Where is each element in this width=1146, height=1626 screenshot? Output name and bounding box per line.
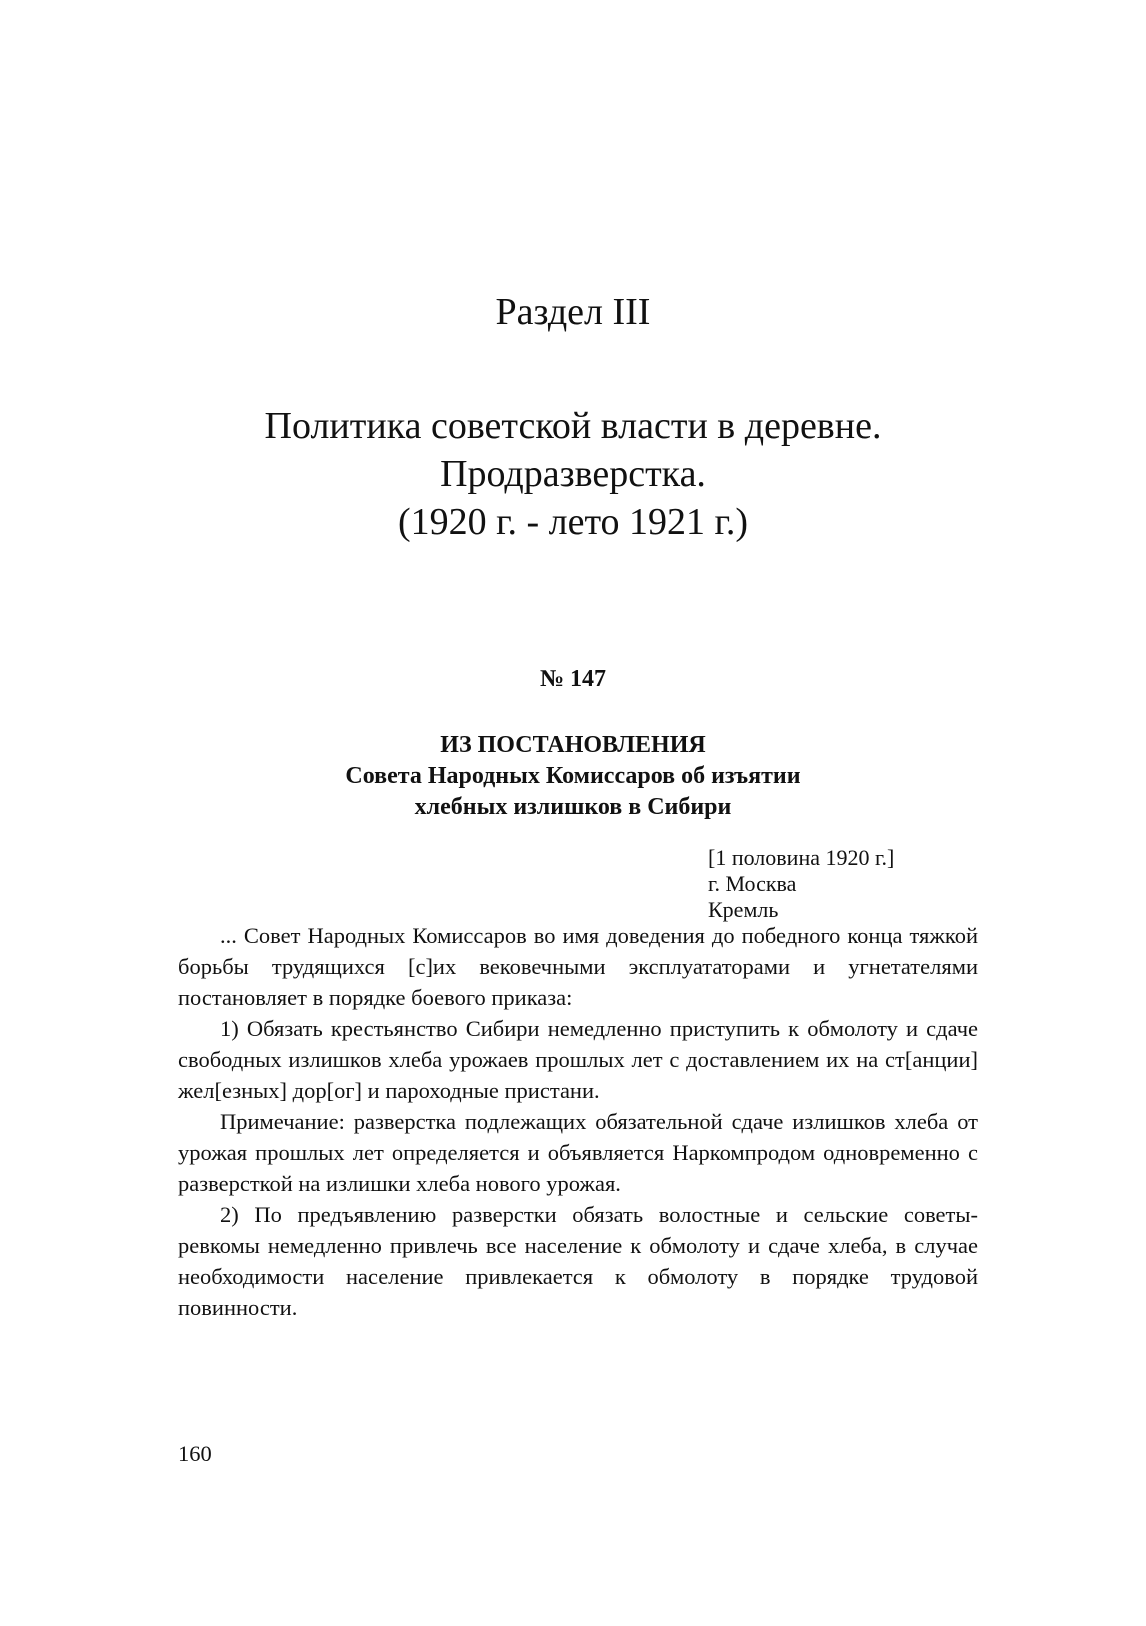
section-subtitle-line: Продразверстка.	[440, 453, 706, 495]
section-title: Раздел III	[495, 291, 651, 333]
document-heading-line: ИЗ ПОСТАНОВЛЕНИЯ	[440, 732, 706, 758]
body-paragraph: 2) По предъявлению разверстки обязать волостные и сельские советы-ревкомы немедленно привлечь все население к обмолоту и сдаче хлеба, в случае необходимости население привлекается к обмолоту в порядке трудовой повинности.	[178, 1202, 978, 1320]
document-heading	[0, 730, 1146, 823]
section-subtitle-line: Политика советской власти в деревне.	[264, 405, 882, 447]
body-paragraph: Примечание: разверстка подлежащих обязательной сдаче излишков хлеба от урожая прошлых лет определяется и объявляется Наркомпродом одновременно с разверсткой на излишки хлеба нового урожая.	[178, 1109, 978, 1196]
document-meta	[708, 845, 894, 923]
body-paragraph: ... Совет Народных Комиссаров во имя доведения до победного конца тяжкой борьбы трудящихся [с]их вековечными эксплуататорами и угнетателями постановляет в порядке боевого приказа:	[178, 923, 978, 1010]
page-number: 160	[178, 1441, 212, 1466]
section-subtitle	[0, 402, 1146, 546]
document-body	[178, 920, 978, 1323]
document-place: Кремль	[708, 897, 779, 922]
document-date: [1 половина 1920 г.]	[708, 845, 895, 870]
section-subtitle-line: (1920 г. - лето 1921 г.)	[398, 501, 748, 543]
document-heading-line: хлебных излишков в Сибири	[414, 794, 732, 820]
document-heading-line: Совета Народных Комиссаров об изъятии	[345, 763, 801, 789]
document-number: № 147	[539, 666, 607, 692]
document-city: г. Москва	[708, 871, 797, 896]
body-paragraph: 1) Обязать крестьянство Сибири немедленно приступить к обмолоту и сдаче свободных излишков хлеба урожаев прошлых лет с доставлением их на ст[анции] жел[езных] дор[ог] и пароходные пристани.	[178, 1016, 978, 1103]
